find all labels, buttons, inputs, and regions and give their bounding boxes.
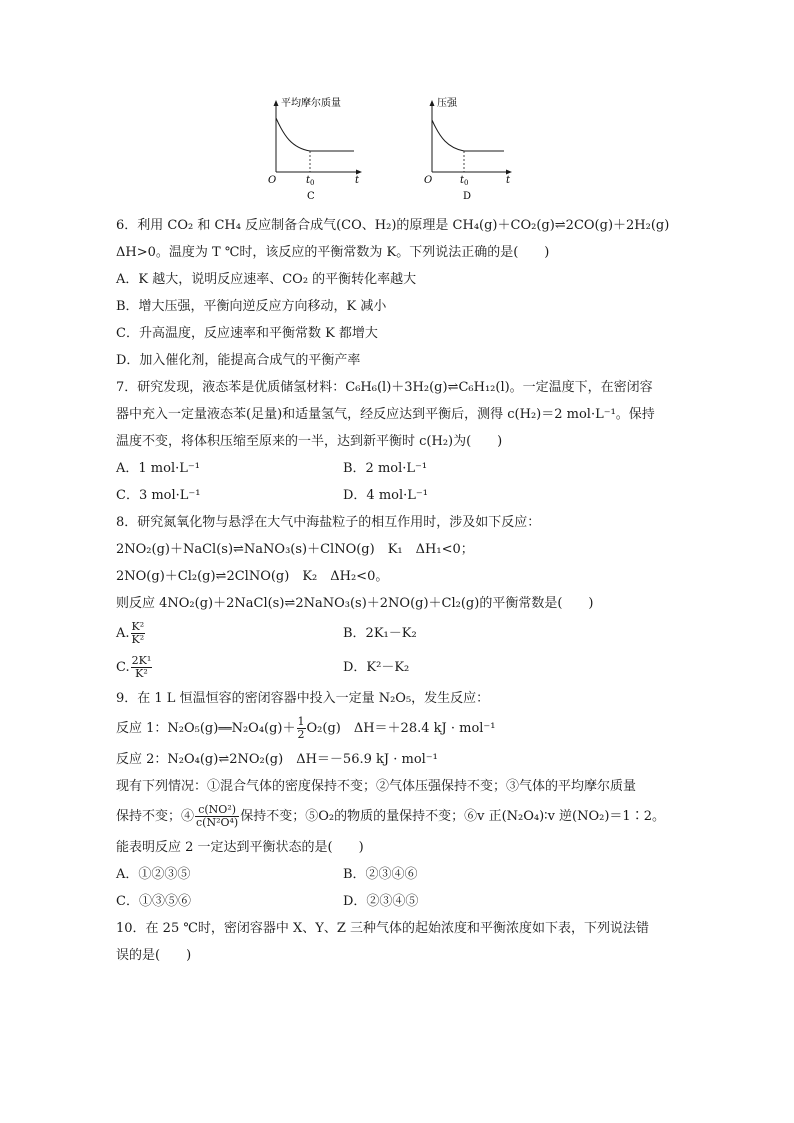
tick-sub: 0	[464, 179, 469, 187]
tick-label: t	[306, 175, 311, 186]
q9-cond2-end: 保持不变；⑤O₂的物质的量保持不变；⑥v 正(N₂O₄)∶v 逆(NO₂)＝1∶2。	[240, 809, 665, 824]
q8-options-row1	[116, 617, 686, 651]
origin-label: O	[424, 175, 433, 186]
q7-options-row1	[116, 455, 686, 482]
q6-stem-line2: ΔH>0。温度为 T ℃时，该反应的平衡常数为 K。下列说法正确的是( )	[116, 245, 550, 260]
q7-stem-line1: 7．研究发现，液态苯是优质储氢材料：C₆H₆(l)＋3H₂(g)⇌C₆H₁₂(l)。一定温度下，在密闭容	[116, 380, 653, 395]
q7-option-a: A．1 mol·L⁻¹	[116, 461, 200, 476]
q8-option-d: D．K²－K₂	[343, 660, 410, 675]
q7-stem-line3: 温度不变，将体积压缩至原来的一半，达到新平衡时 c(H₂)为( )	[116, 434, 503, 449]
q9-option-d: D．②③④⑤	[343, 894, 419, 909]
fraction-denominator: K²	[131, 633, 145, 646]
fraction-denominator: c(N²O⁴)	[196, 816, 239, 829]
q9-stem-line1: 9．在 1 L 恒温恒容的密闭容器中投入一定量 N₂O₅，发生反应：	[116, 691, 490, 706]
q8-option-c-label: C.	[116, 660, 130, 675]
graph-c	[262, 96, 372, 206]
q9-stem-line2: 能表明反应 2 一定达到平衡状态的是( )	[116, 840, 364, 855]
graph-c-svg	[262, 96, 372, 206]
q7-option-c: C．3 mol·L⁻¹	[116, 488, 201, 503]
fraction-numerator: K²	[131, 620, 145, 633]
q9-reaction1-left: 反应 1：N₂O₅(g)	[116, 721, 219, 736]
fraction-numerator: c(NO²)	[195, 804, 239, 817]
graph-d	[418, 96, 528, 206]
q8-reaction1: 2NO₂(g)＋NaCl(s)⇌NaNO₃(s)＋ClNO(g) K₁ ΔH₁<0；	[116, 542, 474, 557]
y-label: 压强	[437, 98, 457, 109]
q9-option-b: B．②③④⑥	[343, 867, 418, 882]
q9-options-row1	[116, 861, 686, 888]
q9-option-c: C．①③⑤⑥	[116, 894, 191, 909]
q9-conditions-line1: 现有下列情况：①混合气体的密度保持不变；②气体压强保持不变；③气体的平均摩尔质量	[116, 779, 637, 794]
q8-option-c-fraction	[131, 655, 153, 680]
q8-stem-line2: 则反应 4NO₂(g)＋2NaCl(s)⇌2NaNO₃(s)＋2NO(g)＋Cl₂(g)的平衡常数是( )	[116, 596, 594, 611]
q7-options-row2	[116, 482, 686, 509]
q8-option-b: B．2K₁－K₂	[343, 626, 417, 641]
curve	[432, 120, 504, 151]
q8-option-a	[116, 620, 146, 646]
q6-option-d: D．加入催化剂，能提高合成气的平衡产率	[116, 353, 361, 368]
q9-conditions-line2	[116, 800, 686, 834]
y-arrow	[430, 100, 435, 106]
q9-reaction2: 反应 2：N₂O₄(g)⇌2NO₂(g) ΔH＝－56.9 kJ · mol⁻¹	[116, 752, 438, 767]
curve	[276, 118, 354, 151]
fraction-denominator: 2	[297, 728, 305, 741]
x-label: t	[355, 175, 360, 186]
fraction-numerator: 2K¹	[131, 654, 152, 667]
q10-stem-line2: 误的是( )	[116, 948, 192, 963]
tick-sub: 0	[310, 179, 315, 187]
q6-option-c: C．升高温度，反应速率和平衡常数 K 都增大	[116, 326, 378, 341]
q9-reaction1	[116, 712, 686, 746]
q6-stem-line1: 6．利用 CO₂ 和 CH₄ 反应制备合成气(CO、H₂)的原理是 CH₄(g)＋CO₂(g)⇌2CO(g)＋2H₂(g)	[116, 218, 670, 233]
equals-arrow-icon: ══	[218, 721, 232, 735]
caption: D	[463, 191, 472, 202]
fraction-numerator: 1	[297, 715, 305, 728]
y-arrow	[274, 100, 279, 106]
q10-stem-line1: 10．在 25 ℃时，密闭容器中 X、Y、Z 三种气体的起始浓度和平衡浓度如下表，下列说法错	[116, 921, 650, 936]
question-lines	[116, 212, 686, 969]
y-label: 平均摩尔质量	[281, 98, 341, 109]
q6-option-a: A．K 越大，说明反应速率、CO₂ 的平衡转化率越大	[116, 272, 417, 287]
q7-stem-line2: 器中充入一定量液态苯(足量)和适量氢气，经反应达到平衡后，测得 c(H₂)＝2 mol·L⁻¹。保持	[116, 407, 655, 422]
q8-options-row2	[116, 651, 686, 685]
tick-label: t	[460, 175, 465, 186]
q8-option-a-fraction	[131, 621, 146, 646]
q9-ratio-fraction	[195, 804, 239, 829]
x-arrow	[356, 170, 362, 175]
q9-options-row2	[116, 888, 686, 915]
caption: C	[307, 191, 315, 202]
graph-d-svg	[418, 96, 528, 206]
q7-option-b: B．2 mol·L⁻¹	[343, 461, 428, 476]
q8-option-a-label: A.	[116, 626, 130, 641]
q8-reaction2: 2NO(g)＋Cl₂(g)⇌2ClNO(g) K₂ ΔH₂<0。	[116, 569, 389, 584]
q8-stem-line1: 8．研究氮氧化物与悬浮在大气中海盐粒子的相互作用时，涉及如下反应：	[116, 515, 541, 530]
half-fraction	[297, 716, 306, 741]
q9-cond2-start: 保持不变；④	[116, 809, 195, 824]
fraction-denominator: K²	[135, 667, 148, 680]
q9-reaction1-mid: N₂O₄(g)＋	[231, 721, 296, 736]
q7-option-d: D．4 mol·L⁻¹	[343, 488, 428, 503]
figures-row	[262, 96, 522, 206]
x-label: t	[506, 175, 511, 186]
q8-option-c	[116, 654, 153, 680]
q9-option-a: A．①②③⑤	[116, 867, 191, 882]
origin-label: O	[268, 175, 277, 186]
x-arrow	[506, 170, 512, 175]
q9-reaction1-right: O₂(g) ΔH＝＋28.4 kJ · mol⁻¹	[306, 721, 496, 736]
q6-option-b: B．增大压强，平衡向逆反应方向移动，K 减小	[116, 299, 387, 314]
